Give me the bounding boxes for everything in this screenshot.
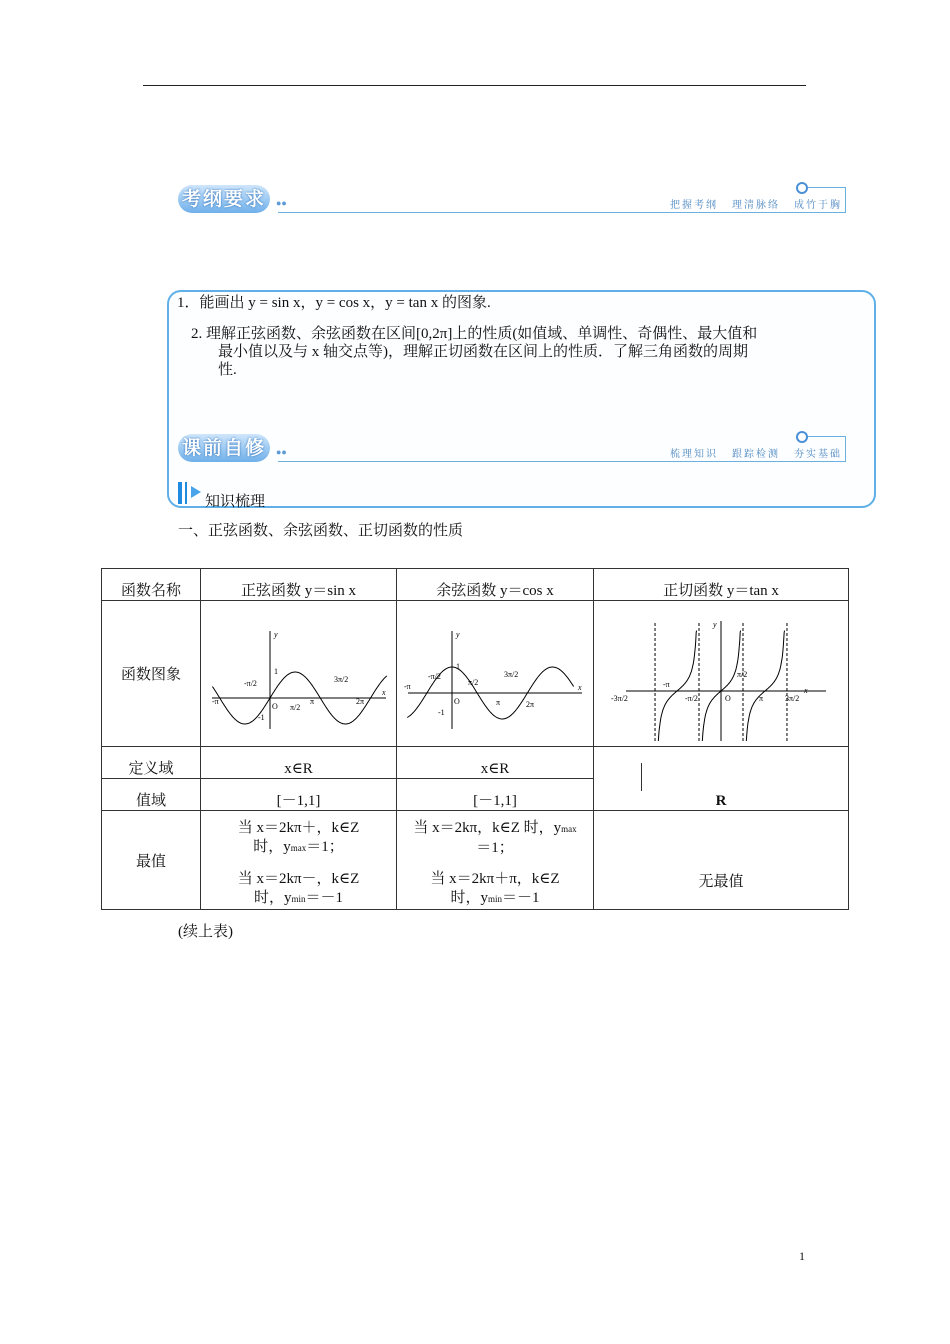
- banner-line: [278, 461, 846, 462]
- banner-slogan: [656, 196, 842, 211]
- banner-line: [278, 212, 846, 213]
- heading-bar-icon: [178, 482, 182, 504]
- tick-label: O: [271, 702, 278, 711]
- slogan-1: 梳理知识: [670, 449, 718, 460]
- banner-badge: 课前自修: [178, 434, 270, 462]
- ring-icon: [796, 431, 808, 443]
- text: ＝1；: [306, 839, 344, 855]
- text: ＝－1: [305, 890, 344, 906]
- sin-domain: x∈R: [201, 747, 397, 779]
- tick-label: -π: [404, 682, 411, 691]
- x-label: x: [578, 683, 582, 692]
- tick-label: -π: [663, 680, 670, 689]
- dots-icon: ●●: [276, 198, 287, 208]
- tick-label: 1: [273, 667, 278, 676]
- sin-graph-cell: [201, 601, 397, 747]
- cos-extrema: [397, 811, 594, 910]
- tick-label: -π/2: [428, 672, 441, 681]
- requirements-box: [167, 290, 876, 508]
- tick-label: π: [309, 697, 314, 706]
- header-cell: 正弦函数 y＝sin x: [201, 569, 397, 601]
- y-label: y: [456, 630, 460, 639]
- sin-min-val: [201, 889, 396, 909]
- cos-max-val: ＝1；: [476, 840, 514, 856]
- knowledge-heading: 知识梳理: [205, 492, 266, 510]
- header-cell: 正切函数 y＝tan x: [594, 569, 849, 601]
- cos-graph-cell: [397, 601, 594, 747]
- tick-label: -1: [438, 708, 445, 717]
- tick-label: -3π/2: [611, 694, 628, 703]
- triangle-icon: [191, 486, 201, 498]
- cos-min-cond: 当 x＝2kπ＋π，k∈Z: [430, 871, 560, 887]
- properties-table: [101, 568, 849, 910]
- slogan-2: 跟踪检测: [732, 449, 780, 460]
- tick-label: O: [454, 697, 460, 706]
- cursor-mark: [641, 763, 642, 791]
- x-label: x: [381, 688, 386, 697]
- continued-note: (续上表): [178, 924, 233, 940]
- slogan-3: 夯实基础: [794, 449, 842, 460]
- exam-requirements-banner: [178, 185, 846, 215]
- tan-graph: [596, 601, 846, 741]
- tick-label: π/2: [289, 703, 300, 712]
- tick-label: 2π: [355, 697, 364, 706]
- text: 时，y: [253, 839, 291, 855]
- requirement-2-line2: 最小值以及与 x 轴交点等)，理解正切函数在区间上的性质．了解三角函数的周期: [218, 344, 748, 360]
- banner-slogan: [656, 445, 842, 460]
- tan-branch: [745, 631, 785, 741]
- row-label: 函数图象: [102, 601, 201, 747]
- requirement-2-line3: 性.: [218, 362, 237, 378]
- tan-domain: [594, 747, 849, 779]
- header-cell: 函数名称: [102, 569, 201, 601]
- tick-label: 1: [456, 662, 460, 671]
- slogan-1: 把握考纲: [670, 200, 718, 211]
- tick-label: π: [496, 698, 501, 707]
- table-row-graph: [102, 601, 849, 747]
- table-row-domain: [102, 747, 849, 779]
- tick-label: 2π: [526, 700, 535, 709]
- tan-graph-cell: [594, 601, 849, 747]
- subscript: min: [291, 894, 306, 904]
- banner-badge: 考纲要求: [178, 185, 270, 213]
- y-label: y: [273, 630, 278, 639]
- cos-graph: [400, 601, 590, 741]
- text: 当 x＝2kπ，k∈Z 时，y: [413, 820, 562, 836]
- table-row-extrema: [102, 811, 849, 910]
- section-title: 一、正弦函数、余弦函数、正切函数的性质: [178, 521, 464, 539]
- ring-icon: [796, 182, 808, 194]
- subscript: max: [561, 824, 577, 834]
- cos-max-cond: [397, 819, 593, 839]
- requirement-2-line1: 2. 理解正弦函数、余弦函数在区间[0,2π]上的性质(如值域、单调性、奇偶性、最大值和: [191, 326, 758, 342]
- dots-icon: ●●: [276, 447, 287, 457]
- preview-banner: [178, 434, 846, 464]
- top-rule: [143, 85, 806, 86]
- sin-extrema: [201, 811, 397, 910]
- subscript: min: [487, 894, 502, 904]
- tick-label: -π/2: [685, 694, 698, 703]
- row-label: 最值: [102, 811, 201, 910]
- cos-min-val: [397, 889, 593, 909]
- tick-label: -1: [257, 713, 265, 722]
- sin-max-val: [201, 838, 396, 858]
- row-label: 定义域: [102, 747, 201, 779]
- sin-min-cond: 当 x＝2kπ－，k∈Z: [237, 871, 360, 887]
- tick-label: -π/2: [243, 679, 257, 688]
- table-row-range: [102, 779, 849, 811]
- tick-label: π/2: [737, 670, 748, 679]
- tick-label: 3π/2: [333, 675, 348, 684]
- table-header-row: [102, 569, 849, 601]
- row-label: 值域: [102, 779, 201, 811]
- tan-extrema: 无最值: [594, 811, 849, 910]
- sin-max-cond: 当 x＝2kπ＋，k∈Z: [237, 820, 360, 836]
- tan-range: R: [594, 779, 849, 811]
- slogan-3: 成竹于胸: [794, 200, 842, 211]
- tick-label: 3π/2: [504, 670, 519, 679]
- text: 时，y: [450, 890, 488, 906]
- tick-label: π: [759, 694, 764, 703]
- cos-range: [－1,1]: [397, 779, 594, 811]
- sin-range: [－1,1]: [201, 779, 397, 811]
- tick-label: π/2: [468, 678, 479, 687]
- text: ＝－1: [502, 890, 540, 906]
- page-number: 1: [799, 1249, 805, 1263]
- heading-bar-icon: [185, 482, 187, 504]
- subscript: max: [290, 843, 307, 853]
- cos-domain: x∈R: [397, 747, 594, 779]
- y-label: y: [713, 620, 717, 629]
- text: 时，y: [253, 890, 292, 906]
- requirement-1: 1．能画出 y = sin x，y = cos x，y = tan x 的图象.: [177, 295, 491, 311]
- tick-label: 3π/2: [785, 694, 800, 703]
- tick-label: -π: [211, 697, 219, 706]
- tick-label: O: [725, 694, 731, 703]
- slogan-2: 理清脉络: [732, 200, 780, 211]
- sin-graph: [204, 601, 394, 741]
- x-label: x: [804, 686, 808, 695]
- header-cell: 余弦函数 y＝cos x: [397, 569, 594, 601]
